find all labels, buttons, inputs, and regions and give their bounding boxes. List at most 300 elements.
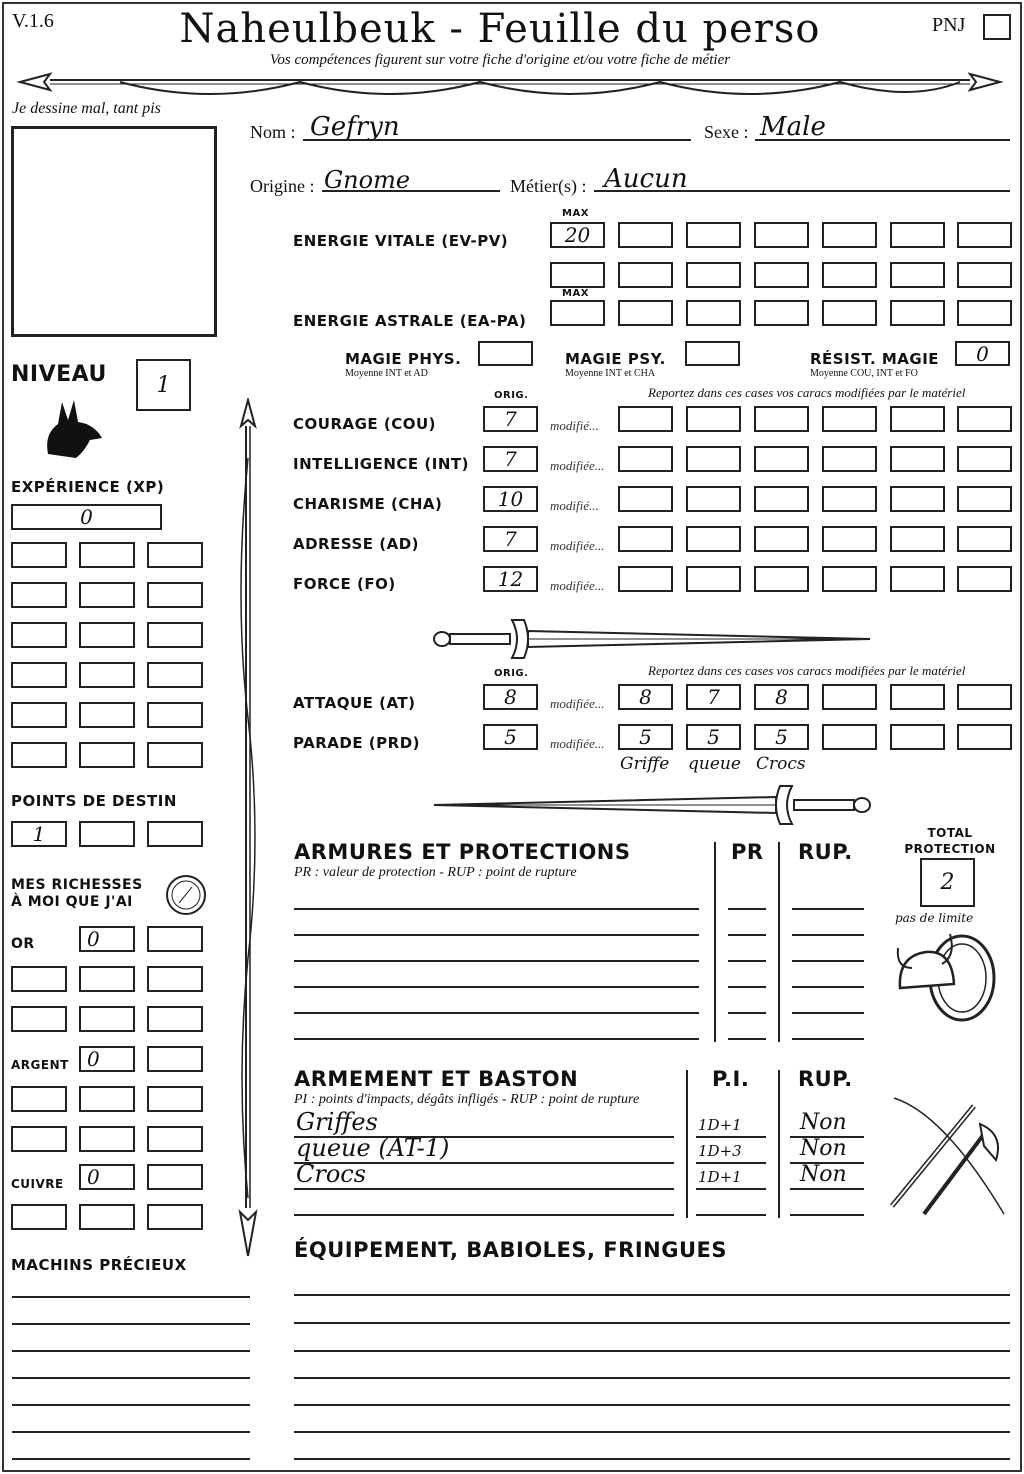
or-label: OR bbox=[11, 936, 35, 952]
stat-modif-box[interactable] bbox=[822, 486, 877, 512]
ev-box[interactable] bbox=[754, 262, 809, 288]
ev-box[interactable] bbox=[890, 222, 945, 248]
xp-box[interactable] bbox=[147, 622, 203, 648]
combat-orig-label: ORIG. bbox=[494, 668, 529, 679]
xp-box-value bbox=[81, 624, 133, 646]
stat-modif-box[interactable] bbox=[618, 566, 673, 592]
xp-box[interactable] bbox=[147, 742, 203, 768]
stat-modif-box[interactable] bbox=[754, 526, 809, 552]
money-box[interactable] bbox=[79, 1006, 135, 1032]
stat-modif-box[interactable] bbox=[754, 566, 809, 592]
stat-modif-box-value bbox=[756, 528, 807, 550]
stat-orig-box[interactable] bbox=[483, 446, 538, 472]
xp-box[interactable] bbox=[11, 582, 67, 608]
xp-box-value bbox=[13, 744, 65, 766]
ev-box[interactable] bbox=[550, 262, 605, 288]
combat-orig-box[interactable] bbox=[483, 724, 538, 750]
stat-modif-box-value bbox=[892, 448, 943, 470]
machins-line[interactable] bbox=[12, 1377, 250, 1379]
money-box-value bbox=[149, 1088, 201, 1110]
armement-note: PI : points d'impacts, dégâts infligés - RUP : point de rupture bbox=[294, 1092, 640, 1107]
combat-modif-box[interactable] bbox=[754, 724, 809, 750]
money-box[interactable] bbox=[147, 1046, 203, 1072]
page-title: Naheulbeuk - Feuille du perso bbox=[179, 6, 821, 52]
weapon-pi-line bbox=[696, 1214, 766, 1216]
xp-box-value bbox=[81, 584, 133, 606]
money-box-value bbox=[13, 1008, 65, 1030]
stat-label: COURAGE (COU) bbox=[293, 415, 437, 433]
armures-pr-header: PR bbox=[731, 840, 764, 864]
stat-modif-box[interactable] bbox=[957, 406, 1012, 432]
stat-modif-box-value bbox=[620, 488, 671, 510]
destin-box[interactable] bbox=[11, 821, 67, 847]
combat-modif-box-value bbox=[824, 686, 875, 708]
stat-modif-box-value bbox=[959, 488, 1010, 510]
stat-modif-label: modifiée... bbox=[550, 458, 605, 473]
money-box[interactable] bbox=[79, 1204, 135, 1230]
xp-box[interactable] bbox=[147, 582, 203, 608]
stat-modif-box[interactable] bbox=[686, 526, 741, 552]
destin-box[interactable] bbox=[79, 821, 135, 847]
stat-orig-box[interactable] bbox=[483, 406, 538, 432]
ev-box[interactable] bbox=[618, 262, 673, 288]
ev-box-value bbox=[892, 264, 943, 286]
total-protection-box[interactable] bbox=[920, 858, 975, 907]
armure-name-line[interactable] bbox=[294, 960, 699, 962]
armure-pr-line[interactable] bbox=[728, 986, 766, 988]
stat-orig-box[interactable] bbox=[483, 526, 538, 552]
page-subtitle: Vos compétences figurent sur votre fiche d'origine et/ou votre fiche de métier bbox=[269, 52, 731, 68]
xp-box-value bbox=[149, 624, 201, 646]
stat-modif-box[interactable] bbox=[618, 526, 673, 552]
money-box-value bbox=[81, 1008, 133, 1030]
machins-line[interactable] bbox=[12, 1431, 250, 1433]
ea-label: ENERGIE ASTRALE (EA-PA) bbox=[293, 312, 527, 330]
money-box[interactable] bbox=[79, 1086, 135, 1112]
xp-box-value bbox=[13, 584, 65, 606]
ev-box-value bbox=[620, 264, 671, 286]
ev-box[interactable] bbox=[957, 262, 1012, 288]
ev-box-value bbox=[959, 224, 1010, 246]
armure-name-line[interactable] bbox=[294, 934, 699, 936]
combat-modif-box[interactable] bbox=[822, 684, 877, 710]
weapon-rup[interactable]: Non bbox=[800, 1136, 847, 1161]
stat-modif-label: modifié... bbox=[550, 498, 599, 513]
ea-box-value bbox=[892, 302, 943, 324]
portrait-caption: Je dessine mal, tant pis bbox=[12, 100, 161, 117]
destin-label: POINTS DE DESTIN bbox=[11, 792, 177, 810]
metier-line bbox=[594, 190, 1010, 192]
xp-box[interactable] bbox=[11, 622, 67, 648]
money-box-value bbox=[149, 1008, 201, 1030]
cuivre-box-value: 0 bbox=[87, 1165, 100, 1189]
armure-rup-line[interactable] bbox=[792, 986, 864, 988]
machins-line[interactable] bbox=[12, 1350, 250, 1352]
stat-modif-box-value bbox=[892, 528, 943, 550]
armure-name-line[interactable] bbox=[294, 1038, 699, 1040]
money-box[interactable] bbox=[147, 926, 203, 952]
money-box[interactable] bbox=[147, 1204, 203, 1230]
stat-orig-box[interactable] bbox=[483, 566, 538, 592]
stat-modif-box-value bbox=[959, 568, 1010, 590]
xp-box-value bbox=[149, 664, 201, 686]
stat-modif-box[interactable] bbox=[618, 446, 673, 472]
ea-box[interactable] bbox=[686, 300, 741, 326]
ev-box[interactable] bbox=[890, 262, 945, 288]
money-box-value bbox=[149, 1166, 201, 1188]
nom-value[interactable]: Gefryn bbox=[310, 112, 400, 142]
origine-value[interactable]: Gnome bbox=[324, 166, 411, 194]
stat-orig-box-value: 10 bbox=[497, 487, 524, 511]
stat-modif-box-value bbox=[824, 488, 875, 510]
resist-magie-label: RÉSIST. MAGIE bbox=[810, 350, 940, 368]
combat-modif-box[interactable] bbox=[618, 724, 673, 750]
weapon-line bbox=[294, 1188, 674, 1190]
ea-box[interactable] bbox=[822, 300, 877, 326]
combat-modif-box-value bbox=[892, 686, 943, 708]
money-box[interactable] bbox=[11, 1086, 67, 1112]
combat-modif-box-value bbox=[959, 726, 1010, 748]
ev-box[interactable] bbox=[822, 222, 877, 248]
ev-box[interactable] bbox=[957, 222, 1012, 248]
money-box[interactable] bbox=[147, 1126, 203, 1152]
total-protection-note: pas de limite bbox=[895, 911, 974, 925]
money-box-value bbox=[149, 1128, 201, 1150]
stats-report-note: Reportez dans ces cases vos caracs modifiées par le matériel bbox=[648, 385, 966, 400]
xp-box[interactable] bbox=[11, 504, 162, 530]
weapon-name[interactable]: Griffes bbox=[296, 1108, 378, 1136]
sexe-line bbox=[755, 139, 1010, 141]
ev-box-value bbox=[824, 224, 875, 246]
money-box[interactable] bbox=[11, 966, 67, 992]
money-box-value bbox=[13, 1088, 65, 1110]
ea-box[interactable] bbox=[890, 300, 945, 326]
weapon-pi[interactable]: 1D+3 bbox=[698, 1142, 742, 1160]
stat-modif-box[interactable] bbox=[890, 446, 945, 472]
stat-orig-box-value: 7 bbox=[504, 527, 517, 551]
weapons-icon bbox=[884, 1094, 1008, 1218]
equipement-line[interactable] bbox=[294, 1458, 1010, 1460]
machins-label: MACHINS PRÉCIEUX bbox=[11, 1256, 187, 1274]
armure-rup-line[interactable] bbox=[792, 934, 864, 936]
armure-pr-line[interactable] bbox=[728, 1012, 766, 1014]
ea-box-value bbox=[959, 302, 1010, 324]
sword-icon bbox=[432, 614, 872, 664]
combat-modif-box[interactable] bbox=[890, 724, 945, 750]
armure-pr-line[interactable] bbox=[728, 934, 766, 936]
xp-box-value bbox=[13, 704, 65, 726]
machins-line[interactable] bbox=[12, 1296, 250, 1298]
ev-box-value bbox=[892, 224, 943, 246]
xp-box-value bbox=[81, 744, 133, 766]
stat-modif-box-value bbox=[620, 408, 671, 430]
xp-box[interactable] bbox=[79, 582, 135, 608]
armure-name-line[interactable] bbox=[294, 986, 699, 988]
equipement-line[interactable] bbox=[294, 1294, 1010, 1296]
origine-label: Origine : bbox=[250, 176, 315, 196]
stat-modif-box[interactable] bbox=[686, 406, 741, 432]
machins-line[interactable] bbox=[12, 1404, 250, 1406]
ev-box[interactable] bbox=[822, 262, 877, 288]
money-box[interactable] bbox=[147, 966, 203, 992]
stat-modif-box-value bbox=[824, 448, 875, 470]
dragon-icon bbox=[40, 394, 106, 464]
xp-box[interactable] bbox=[11, 742, 67, 768]
armure-name-line[interactable] bbox=[294, 908, 699, 910]
combat-report-note: Reportez dans ces cases vos caracs modifiées par le matériel bbox=[648, 663, 966, 678]
xp-box[interactable] bbox=[79, 542, 135, 568]
ev-box-value bbox=[552, 264, 603, 286]
destin-box[interactable] bbox=[147, 821, 203, 847]
armure-rup-line[interactable] bbox=[792, 1012, 864, 1014]
weapon-line bbox=[294, 1214, 674, 1216]
combat-modif-box-value: 5 bbox=[707, 725, 720, 749]
machins-line[interactable] bbox=[12, 1323, 250, 1325]
stat-modif-box[interactable] bbox=[822, 566, 877, 592]
portrait-box[interactable] bbox=[11, 126, 217, 337]
magie-phys-value bbox=[480, 343, 531, 364]
combat-modif-label: modifiée... bbox=[550, 736, 605, 751]
stat-modif-box-value bbox=[892, 408, 943, 430]
ev-box[interactable] bbox=[550, 222, 605, 248]
xp-box-value bbox=[149, 744, 201, 766]
armement-divider bbox=[686, 1070, 688, 1218]
xp-box[interactable] bbox=[11, 662, 67, 688]
stat-modif-box[interactable] bbox=[957, 486, 1012, 512]
money-box-value bbox=[81, 1128, 133, 1150]
xp-box[interactable] bbox=[79, 622, 135, 648]
equipement-line[interactable] bbox=[294, 1377, 1010, 1379]
magie-psy-note: Moyenne INT et CHA bbox=[565, 368, 656, 379]
money-box[interactable] bbox=[147, 1164, 203, 1190]
resist-magie-box[interactable] bbox=[955, 341, 1010, 366]
ea-box[interactable] bbox=[550, 300, 605, 326]
combat-orig-box[interactable] bbox=[483, 684, 538, 710]
machins-line[interactable] bbox=[12, 1458, 250, 1460]
stat-orig-box-value: 7 bbox=[504, 407, 517, 431]
equipement-line[interactable] bbox=[294, 1350, 1010, 1352]
combat-column-note: queue bbox=[688, 754, 741, 774]
stat-modif-box[interactable] bbox=[890, 566, 945, 592]
cuivre-label: CUIVRE bbox=[11, 1177, 64, 1191]
weapon-pi-line bbox=[696, 1188, 766, 1190]
argent-label: ARGENT bbox=[11, 1058, 69, 1072]
stat-modif-box[interactable] bbox=[957, 566, 1012, 592]
weapon-name[interactable]: Crocs bbox=[296, 1160, 367, 1188]
stat-modif-box[interactable] bbox=[686, 446, 741, 472]
armure-pr-line[interactable] bbox=[728, 960, 766, 962]
xp-box[interactable] bbox=[11, 542, 67, 568]
stat-modif-box-value bbox=[620, 448, 671, 470]
ev-box-value bbox=[688, 224, 739, 246]
armures-rup-header: RUP. bbox=[798, 840, 853, 864]
weapon-name[interactable]: queue (AT-1) bbox=[296, 1134, 450, 1162]
stat-modif-box-value bbox=[756, 408, 807, 430]
ev-box-value bbox=[620, 224, 671, 246]
armement-divider bbox=[778, 1070, 780, 1218]
stat-modif-box[interactable] bbox=[822, 446, 877, 472]
money-box[interactable] bbox=[79, 966, 135, 992]
stat-modif-box[interactable] bbox=[618, 406, 673, 432]
money-box-value bbox=[13, 1128, 65, 1150]
stats-orig-label: ORIG. bbox=[494, 390, 529, 401]
stat-orig-box[interactable] bbox=[483, 486, 538, 512]
ev-box-value bbox=[959, 264, 1010, 286]
money-box[interactable] bbox=[147, 1086, 203, 1112]
argent-box[interactable] bbox=[79, 1046, 135, 1072]
stat-modif-box-value bbox=[620, 568, 671, 590]
ev-box[interactable] bbox=[618, 222, 673, 248]
stat-modif-box[interactable] bbox=[890, 406, 945, 432]
xp-box[interactable] bbox=[11, 702, 67, 728]
stat-modif-box[interactable] bbox=[754, 446, 809, 472]
magie-psy-label: MAGIE PSY. bbox=[565, 350, 666, 368]
stat-modif-box-value bbox=[959, 528, 1010, 550]
pnj-label: PNJ bbox=[932, 14, 966, 36]
stat-modif-label: modifiée... bbox=[550, 578, 605, 593]
xp-box-value bbox=[149, 544, 201, 566]
weapon-rup[interactable]: Non bbox=[800, 1162, 847, 1187]
origine-line bbox=[322, 190, 500, 192]
weapon-pi[interactable]: 1D+1 bbox=[698, 1116, 742, 1134]
xp-box-value bbox=[13, 624, 65, 646]
money-box[interactable] bbox=[11, 1204, 67, 1230]
money-box[interactable] bbox=[11, 1006, 67, 1032]
equipement-line[interactable] bbox=[294, 1431, 1010, 1433]
stat-modif-box[interactable] bbox=[822, 406, 877, 432]
combat-modif-box-value: 5 bbox=[639, 725, 652, 749]
stat-orig-box-value: 7 bbox=[504, 447, 517, 471]
ev-box[interactable] bbox=[754, 222, 809, 248]
armement-pi-header: P.I. bbox=[712, 1067, 750, 1091]
stat-modif-box[interactable] bbox=[890, 486, 945, 512]
stat-modif-box[interactable] bbox=[822, 526, 877, 552]
ev-box-value bbox=[756, 224, 807, 246]
xp-box[interactable] bbox=[79, 742, 135, 768]
combat-column-note: Griffe bbox=[620, 754, 670, 774]
money-box-value bbox=[81, 1088, 133, 1110]
weapon-pi-line bbox=[696, 1136, 766, 1138]
stat-modif-box[interactable] bbox=[618, 486, 673, 512]
ev-box[interactable] bbox=[686, 262, 741, 288]
stat-label: INTELLIGENCE (INT) bbox=[293, 455, 469, 473]
combat-label: ATTAQUE (AT) bbox=[293, 694, 416, 712]
stat-modif-box[interactable] bbox=[754, 406, 809, 432]
xp-box[interactable] bbox=[147, 702, 203, 728]
niveau-box[interactable] bbox=[136, 359, 191, 411]
money-box[interactable] bbox=[79, 1126, 135, 1152]
combat-modif-box-value bbox=[959, 686, 1010, 708]
money-box[interactable] bbox=[147, 1006, 203, 1032]
combat-label: PARADE (PRD) bbox=[293, 734, 421, 752]
money-box[interactable] bbox=[11, 1126, 67, 1152]
armure-rup-line[interactable] bbox=[792, 1038, 864, 1040]
stat-modif-box[interactable] bbox=[754, 486, 809, 512]
metier-value[interactable]: Aucun bbox=[604, 164, 688, 194]
armure-pr-line[interactable] bbox=[728, 1038, 766, 1040]
vertical-spear-icon bbox=[228, 398, 268, 1260]
ea-box[interactable] bbox=[754, 300, 809, 326]
combat-modif-box[interactable] bbox=[754, 684, 809, 710]
sexe-value[interactable]: Male bbox=[760, 112, 826, 142]
stat-modif-box[interactable] bbox=[957, 526, 1012, 552]
combat-modif-box[interactable] bbox=[686, 724, 741, 750]
resist-magie-note: Moyenne COU, INT et FO bbox=[810, 368, 918, 379]
destin-box-value: 1 bbox=[32, 822, 46, 846]
stat-modif-box[interactable] bbox=[957, 446, 1012, 472]
weapon-rup[interactable]: Non bbox=[800, 1110, 847, 1135]
equipement-title: ÉQUIPEMENT, BABIOLES, FRINGUES bbox=[294, 1238, 727, 1262]
stat-modif-box[interactable] bbox=[686, 486, 741, 512]
or-box[interactable] bbox=[79, 926, 135, 952]
money-box-value bbox=[149, 1048, 201, 1070]
combat-modif-box[interactable] bbox=[890, 684, 945, 710]
richesses-label bbox=[11, 877, 143, 911]
combat-modif-box-value: 8 bbox=[775, 685, 788, 709]
cuivre-box[interactable] bbox=[79, 1164, 135, 1190]
total-protection-value: 2 bbox=[940, 870, 955, 895]
or-box-value: 0 bbox=[87, 927, 100, 951]
total-protection-label bbox=[900, 825, 1000, 857]
combat-modif-box[interactable] bbox=[957, 684, 1012, 710]
armures-note: PR : valeur de protection - RUP : point de rupture bbox=[294, 865, 577, 880]
xp-box[interactable] bbox=[147, 542, 203, 568]
armure-name-line[interactable] bbox=[294, 1012, 699, 1014]
stat-modif-label: modifiée... bbox=[550, 538, 605, 553]
pnj-checkbox[interactable] bbox=[983, 14, 1011, 40]
armure-rup-line[interactable] bbox=[792, 908, 864, 910]
combat-modif-box[interactable] bbox=[957, 724, 1012, 750]
weapon-pi[interactable]: 1D+1 bbox=[698, 1168, 742, 1186]
combat-modif-box[interactable] bbox=[618, 684, 673, 710]
stat-modif-box-value bbox=[620, 528, 671, 550]
ev-box-value: 20 bbox=[564, 223, 591, 247]
magie-psy-box[interactable] bbox=[685, 341, 740, 366]
stat-label: FORCE (FO) bbox=[293, 575, 396, 593]
ea-box[interactable] bbox=[618, 300, 673, 326]
equipement-line[interactable] bbox=[294, 1404, 1010, 1406]
armures-divider bbox=[778, 842, 780, 1042]
ev-label: ENERGIE VITALE (EV-PV) bbox=[293, 232, 509, 250]
equipement-line[interactable] bbox=[294, 1322, 1010, 1324]
stat-modif-box-value bbox=[756, 448, 807, 470]
ev-box-value bbox=[824, 264, 875, 286]
stat-modif-box[interactable] bbox=[890, 526, 945, 552]
stat-modif-box[interactable] bbox=[686, 566, 741, 592]
combat-modif-box[interactable] bbox=[686, 684, 741, 710]
magie-phys-box[interactable] bbox=[478, 341, 533, 366]
combat-modif-box-value: 5 bbox=[775, 725, 788, 749]
coin-icon bbox=[164, 873, 208, 917]
combat-orig-box-value: 5 bbox=[504, 725, 517, 749]
stat-modif-box-value bbox=[756, 568, 807, 590]
armure-rup-line[interactable] bbox=[792, 960, 864, 962]
helmet-shield-icon bbox=[890, 928, 1002, 1032]
stat-modif-box-value bbox=[688, 488, 739, 510]
ea-box[interactable] bbox=[957, 300, 1012, 326]
ea-box-value bbox=[756, 302, 807, 324]
magie-phys-note: Moyenne INT et AD bbox=[345, 368, 428, 379]
ea-box-value bbox=[688, 302, 739, 324]
xp-box[interactable] bbox=[147, 662, 203, 688]
stat-modif-label: modifié... bbox=[550, 418, 599, 433]
combat-modif-box[interactable] bbox=[822, 724, 877, 750]
armement-title: ARMEMENT ET BASTON bbox=[294, 1067, 579, 1091]
armure-pr-line[interactable] bbox=[728, 908, 766, 910]
ev-box[interactable] bbox=[686, 222, 741, 248]
xp-box[interactable] bbox=[79, 662, 135, 688]
xp-box[interactable] bbox=[79, 702, 135, 728]
